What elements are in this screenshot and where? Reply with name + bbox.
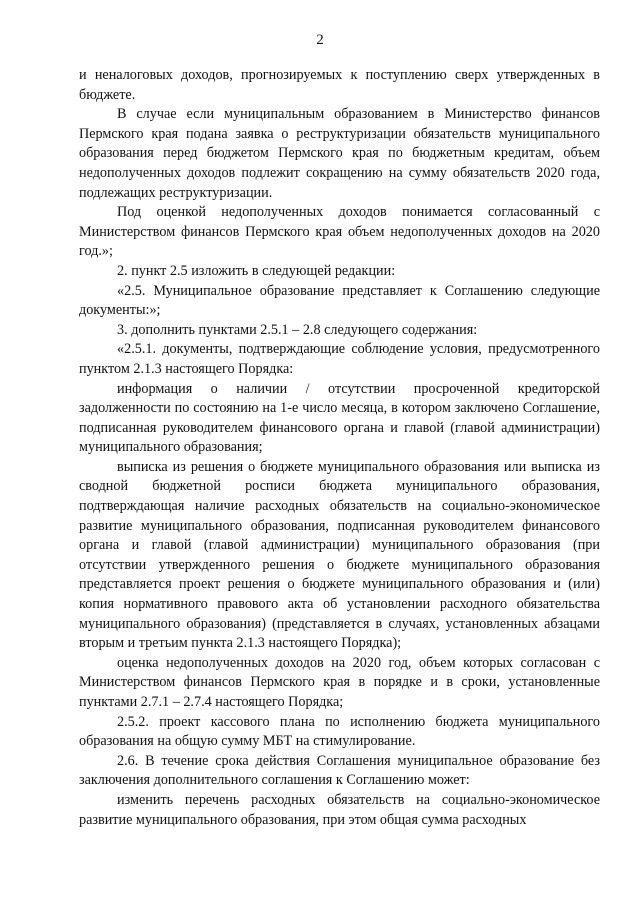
paragraph-12: 2.6. В течение срока действия Соглашения муниципальное образование без заключения дополнительного соглашения к Соглашению может: xyxy=(79,752,600,789)
paragraph-2: В случае если муниципальным образованием в Министерство финансов Пермского края подана заявка о реструктуризации обязательств муниципального образования перед бюджетом Пермского края по бюджетным кредитам, объем недополученных доходов подлежит сокращению на сумму обязательств 2020 года, подлежащих реструктуризации. xyxy=(79,106,600,201)
paragraph-5: «2.5. Муниципальное образование представляет к Соглашению следующие документы:»; xyxy=(79,282,600,319)
page-number: 2 xyxy=(316,32,324,48)
paragraph-13: изменить перечень расходных обязательств на социально-экономическое развитие муниципального образования, при этом общая сумма расходных xyxy=(79,791,600,828)
paragraph-11: 2.5.2. проект кассового плана по исполнению бюджета муниципального образования на общую сумму МБТ на стимулирование. xyxy=(79,713,600,750)
paragraph-8: информация о наличии / отсутствии просроченной кредиторской задолженности по состоянию на 1-е число месяца, в котором заключено Соглашение, подписанная руководителем финансового органа и главой (главой администрации) муниципального образования; xyxy=(79,380,600,456)
paragraph-3: Под оценкой недополученных доходов понимается согласованный с Министерством финансов Пермского края объем недополученных доходов на 2020 год.»; xyxy=(79,204,600,260)
document-body xyxy=(79,66,600,830)
paragraph-6: 3. дополнить пунктами 2.5.1 – 2.8 следующего содержания: xyxy=(117,321,478,338)
paragraph-10: оценка недополученных доходов на 2020 год, объем которых согласован с Министерством финансов Пермского края в порядке и в сроки, установленные пунктами 2.7.1 – 2.7.4 настоящего Порядка; xyxy=(79,654,600,710)
paragraph-7: «2.5.1. документы, подтверждающие соблюдение условия, предусмотренного пунктом 2.1.3 настоящего Порядка: xyxy=(79,341,600,377)
paragraph-1: и неналоговых доходов, прогнозируемых к поступлению сверх утвержденных в бюджете. xyxy=(79,67,600,103)
paragraph-9: выписка из решения о бюджете муниципального образования или выписка из сводной бюджетной росписи бюджета муниципального образования, подтверждающая наличие расходных обязательств на социально-экономическое развитие муниципального образования, подписанная руководителем финансового органа и главой (главой администрации) муниципального образования (при отсутствии утвержденного решения о бюджете муниципального образования представляется проект решения о бюджете муниципального образования и (или) копия нормативного правового акта об установлении расходного обязательства муниципального образования) (представляется в случаях, установленных абзацами вторым и третьим пункта 2.1.3 настоящего Порядка); xyxy=(79,458,600,652)
paragraph-4: 2. пункт 2.5 изложить в следующей редакции: xyxy=(117,262,396,279)
